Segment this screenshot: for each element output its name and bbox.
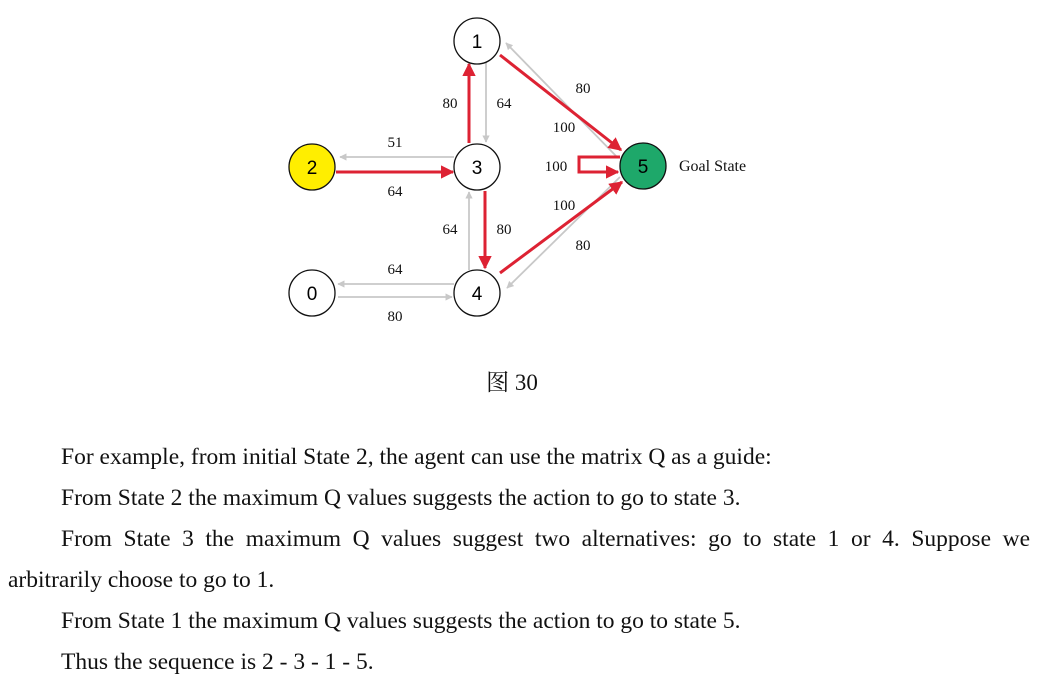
edge-5-to-1 [506, 43, 618, 158]
paragraph-intro: For example, from initial State 2, the agent can use the matrix Q as a guide: [61, 444, 772, 470]
node-0 [289, 270, 335, 316]
node-4 [454, 270, 500, 316]
node-2-label: 2 [306, 158, 318, 179]
edge-label-1-5b: 100 [552, 120, 576, 136]
node-2 [289, 144, 335, 190]
node-5-label: 5 [637, 157, 649, 178]
edge-label-3-2: 51 [387, 135, 403, 151]
node-3 [454, 144, 500, 190]
edge-label-5-5: 100 [544, 159, 568, 175]
edge-label-2-3: 64 [387, 184, 403, 200]
edge-label-3-1: 80 [442, 96, 458, 112]
node-5-goal [620, 143, 666, 189]
paragraph-state-3: From State 3 the maximum Q values suggest two alternatives: go to state 1 or 4. Suppose we arbitrarily choose to go to 1. [8, 526, 1030, 593]
node-4-label: 4 [471, 284, 483, 305]
paragraph-state-1: From State 1 the maximum Q values suggests the action to go to state 5. [61, 608, 741, 634]
node-0-label: 0 [306, 284, 318, 305]
node-1 [454, 18, 500, 64]
edge-label-3-4: 80 [496, 222, 512, 238]
edge-label-4-5b: 80 [575, 238, 591, 254]
edge-4-to-5 [500, 182, 622, 273]
figure-caption: 图 30 [486, 370, 538, 395]
edge-label-4-5: 100 [552, 198, 576, 214]
edge-5-self-loop [579, 157, 620, 172]
edge-label-1-3: 64 [496, 96, 512, 112]
node-1-label: 1 [471, 32, 483, 53]
node-3-label: 3 [471, 158, 483, 179]
paragraph-sequence: Thus the sequence is 2 - 3 - 1 - 5. [61, 649, 374, 675]
paragraph-state-2: From State 2 the maximum Q values suggests the action to go to state 3. [61, 485, 741, 511]
edge-5-to-4 [507, 177, 620, 288]
goal-state-label: Goal State [679, 158, 747, 175]
edge-label-4-3: 64 [442, 222, 458, 238]
edge-label-1-5: 80 [575, 81, 591, 97]
edge-label-0-4: 80 [387, 309, 403, 325]
edge-label-4-0: 64 [387, 262, 403, 278]
